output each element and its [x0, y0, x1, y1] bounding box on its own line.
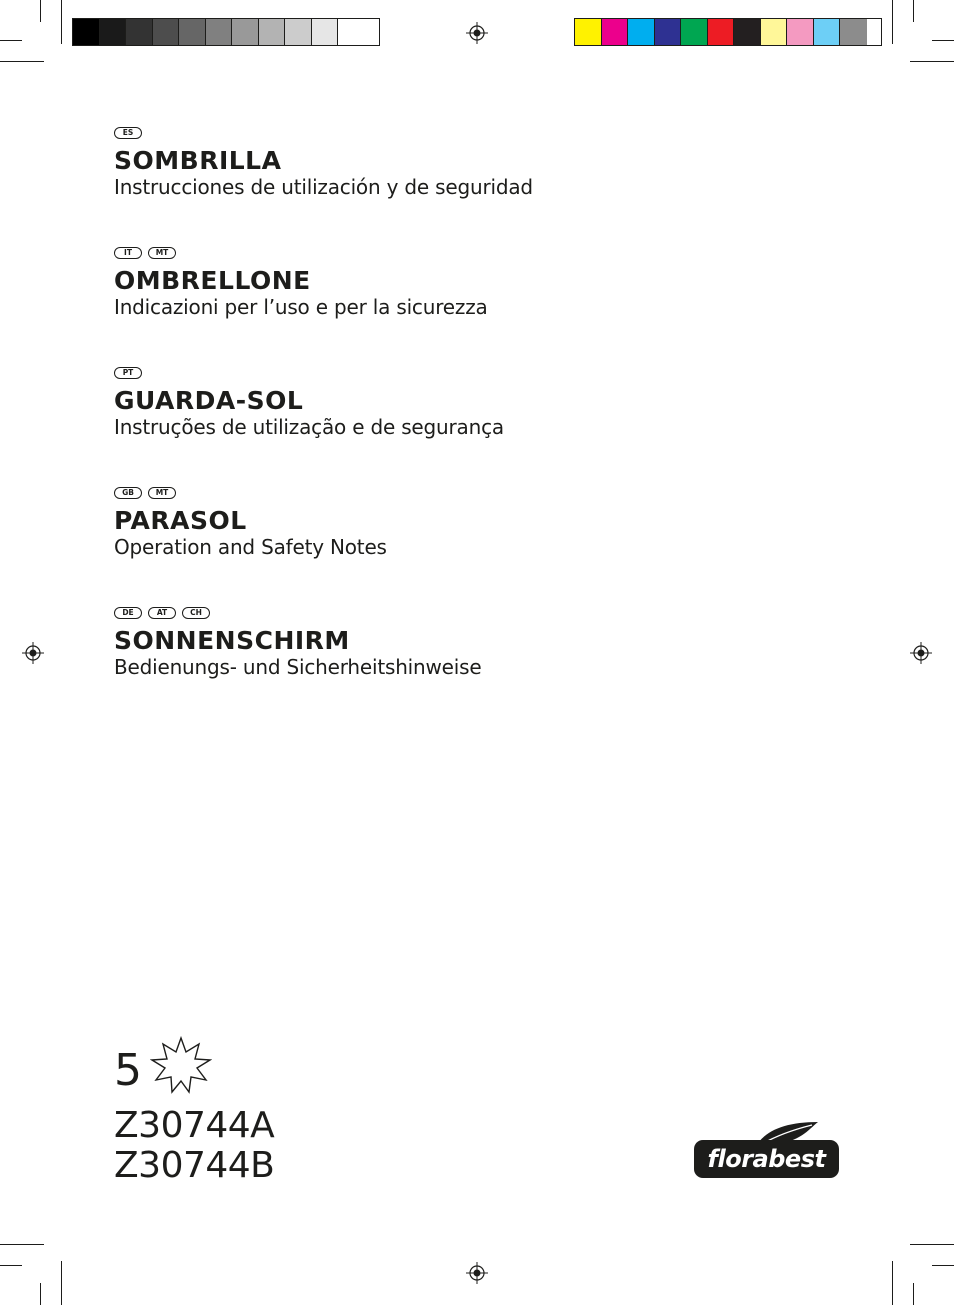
- model-number: Z30744B: [114, 1145, 275, 1186]
- crop-mark: [913, 0, 914, 22]
- color-swatch: [814, 19, 841, 45]
- model-number: Z30744A: [114, 1105, 275, 1146]
- crop-mark: [40, 0, 41, 22]
- color-swatch: [206, 19, 233, 45]
- color-swatch: [259, 19, 286, 45]
- brand-logo: [694, 1120, 839, 1178]
- section-subtitle: Bedienungs- und Sicherheitshinweise: [114, 655, 482, 679]
- color-swatch: [100, 19, 127, 45]
- color-swatch: [708, 19, 735, 45]
- color-swatch: [126, 19, 153, 45]
- section-subtitle: Instruções de utilização e de segurança: [114, 415, 504, 439]
- language-codes: [114, 487, 387, 501]
- color-swatch: [575, 19, 602, 45]
- language-code-badge: MT: [148, 247, 176, 259]
- color-swatch: [153, 19, 180, 45]
- section-subtitle: Instrucciones de utilización y de seguridad: [114, 175, 533, 199]
- crop-mark: [40, 1283, 41, 1305]
- sun-star-icon: [150, 1036, 212, 1094]
- language-code-badge: GB: [114, 487, 142, 499]
- color-swatch: [734, 19, 761, 45]
- color-swatch: [73, 19, 100, 45]
- item-count: 5: [114, 1045, 142, 1096]
- crop-mark: [892, 1261, 893, 1305]
- color-swatch: [312, 19, 339, 45]
- section-title: SOMBRILLA: [114, 146, 282, 175]
- language-section-de: [114, 607, 481, 679]
- language-code-badge: IT: [114, 247, 142, 259]
- section-title: SONNENSCHIRM: [114, 626, 350, 655]
- section-subtitle: Indicazioni per l’uso e per la sicurezza: [114, 295, 488, 319]
- color-swatch: [628, 19, 655, 45]
- brand-name: florabest: [707, 1145, 826, 1173]
- color-swatch: [681, 19, 708, 45]
- crop-mark: [932, 1265, 954, 1266]
- crop-mark: [0, 61, 44, 62]
- language-codes: [114, 607, 481, 621]
- color-swatch: [840, 19, 867, 45]
- registration-mark-icon: [466, 1262, 488, 1284]
- crop-mark: [892, 0, 893, 44]
- section-subtitle: Operation and Safety Notes: [114, 535, 387, 559]
- crop-mark: [0, 40, 22, 41]
- language-section-pt: [114, 367, 504, 439]
- crop-mark: [0, 1265, 22, 1266]
- color-swatch: [602, 19, 629, 45]
- color-swatch: [179, 19, 206, 45]
- color-swatch: [655, 19, 682, 45]
- language-code-badge: MT: [148, 487, 176, 499]
- crop-mark: [61, 0, 62, 44]
- grayscale-color-bar: [72, 18, 380, 46]
- language-section-es: [114, 127, 533, 199]
- language-code-badge: ES: [114, 127, 142, 139]
- registration-mark-icon: [22, 642, 44, 664]
- crop-mark: [910, 61, 954, 62]
- language-codes: [114, 247, 488, 261]
- language-code-badge: CH: [182, 607, 210, 619]
- language-section-it: [114, 247, 488, 319]
- language-codes: [114, 367, 504, 381]
- color-swatch: [232, 19, 259, 45]
- section-title: OMBRELLONE: [114, 266, 311, 295]
- color-swatch: [338, 19, 365, 45]
- crop-mark: [913, 1283, 914, 1305]
- color-swatch: [761, 19, 788, 45]
- item-count-row: [114, 1036, 212, 1096]
- language-code-badge: DE: [114, 607, 142, 619]
- language-codes: [114, 127, 533, 141]
- crop-mark: [0, 1244, 44, 1245]
- language-code-badge: PT: [114, 367, 142, 379]
- crop-mark: [910, 1244, 954, 1245]
- process-color-bar: [574, 18, 882, 46]
- crop-mark: [61, 1261, 62, 1305]
- section-title: PARASOL: [114, 506, 247, 535]
- color-swatch: [285, 19, 312, 45]
- section-title: GUARDA-SOL: [114, 386, 304, 415]
- registration-mark-icon: [910, 642, 932, 664]
- registration-mark-icon: [466, 22, 488, 44]
- language-section-gb: [114, 487, 387, 559]
- language-code-badge: AT: [148, 607, 176, 619]
- color-swatch: [787, 19, 814, 45]
- crop-mark: [932, 40, 954, 41]
